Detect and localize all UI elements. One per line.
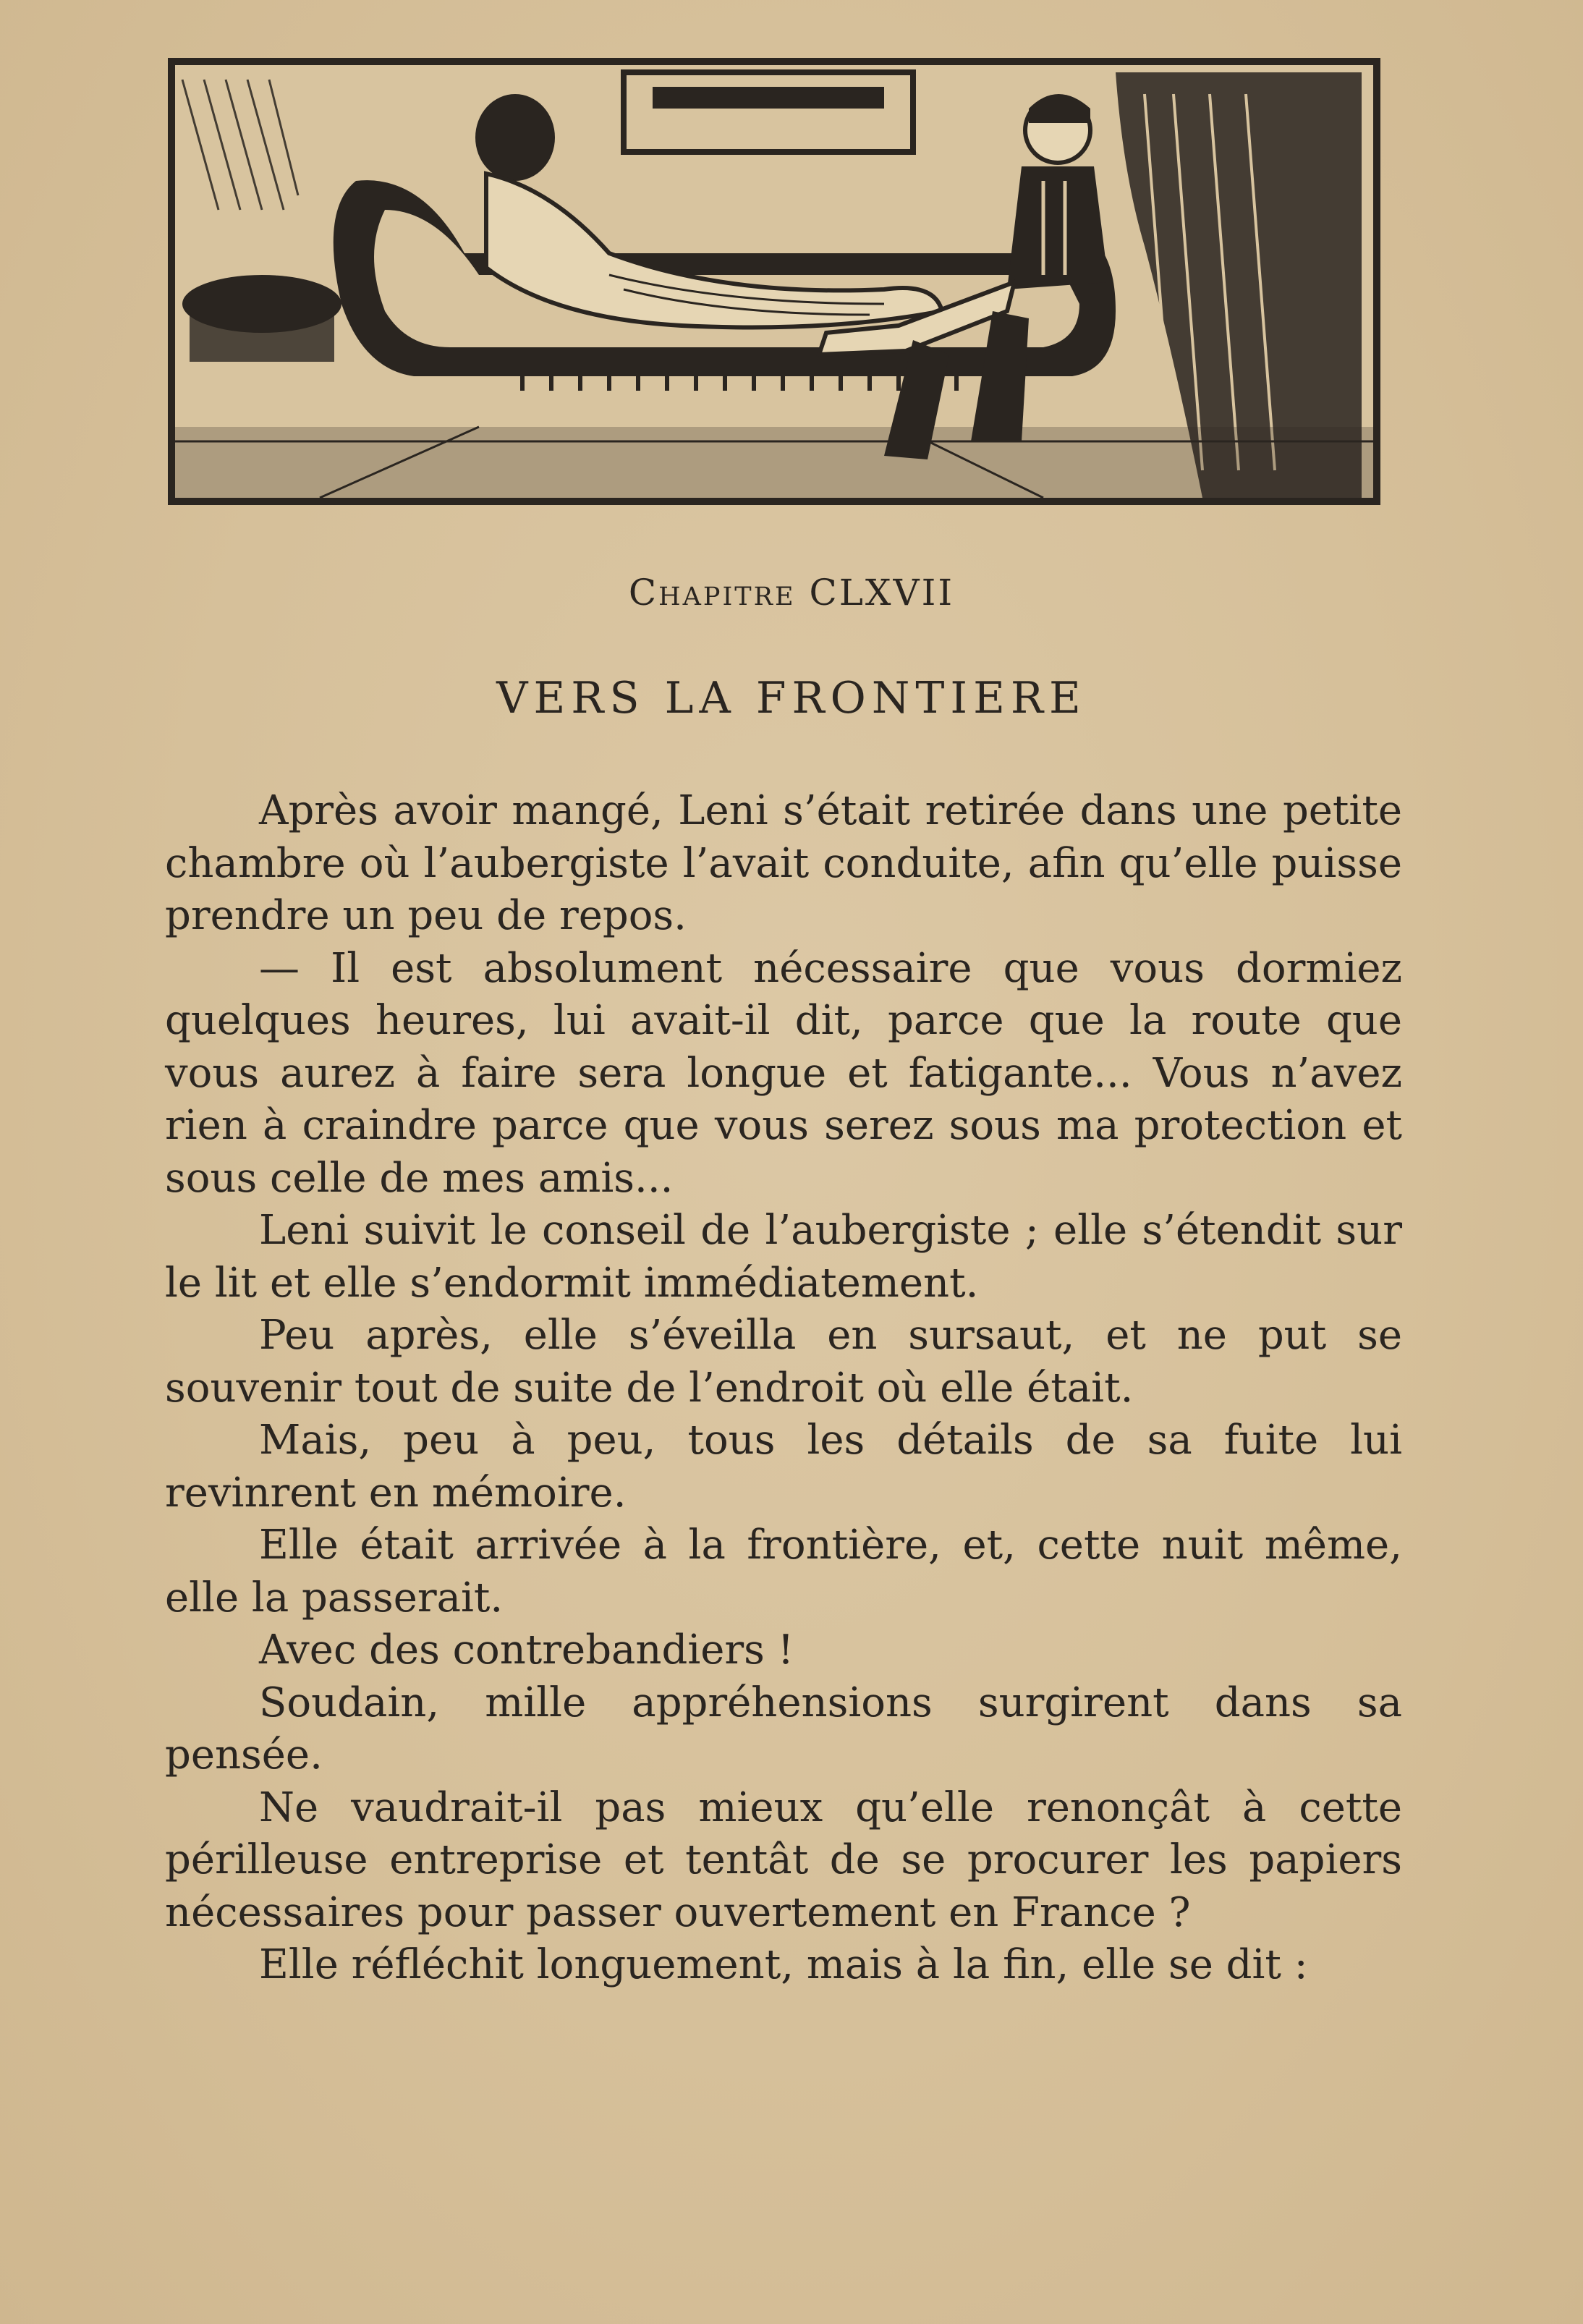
paragraph: Leni suivit le conseil de l’aubergiste ; elle s’étendit sur le lit et elle s’endormit immédiatement. — [165, 1207, 1402, 1307]
chapter-heading — [0, 572, 1583, 614]
paragraph: Après avoir mangé, Leni s’était retirée dans une petite chambre où l’aubergiste l’avait conduite, afin qu’elle puisse prendre un peu de repos. — [165, 787, 1402, 939]
engraving-couple-on-sofa-icon — [175, 65, 1373, 498]
paragraph: Ne vaudrait-il pas mieux qu’elle renonçât à cette périlleuse entreprise et tentât de se procurer les papiers nécessaires pour passer ouvertement en France ? — [165, 1784, 1402, 1936]
body-text — [165, 785, 1402, 1992]
paragraph: Soudain, mille appréhensions surgirent dans sa pensée. — [165, 1679, 1402, 1778]
paragraph: Elle réfléchit longuement, mais à la fin, elle se dit : — [259, 1941, 1308, 1988]
chapter-title: VERS LA FRONTIERE — [496, 673, 1087, 724]
chapter-number: CLXVII — [809, 572, 955, 614]
paragraph: — Il est absolument nécessaire que vous dormiez quelques heures, lui avait-il dit, parce que la route que vous aurez à faire sera longue et fatigante... Vous n’avez rien à craindre parce que vous serez sous ma protection et sous celle de mes amis... — [165, 944, 1402, 1202]
chapter-illustration — [168, 58, 1380, 505]
paragraph: Mais, peu à peu, tous les détails de sa fuite lui revinrent en mémoire. — [165, 1417, 1402, 1517]
paragraph: Elle était arrivée à la frontière, et, cette nuit même, elle la passerait. — [165, 1522, 1402, 1621]
chapter-label: Chapitre — [628, 572, 796, 614]
paragraph: Peu après, elle s’éveilla en sursaut, et ne put se souvenir tout de suite de l’endroit où elle était. — [165, 1312, 1402, 1412]
paragraph: Avec des contrebandiers ! — [259, 1627, 794, 1674]
